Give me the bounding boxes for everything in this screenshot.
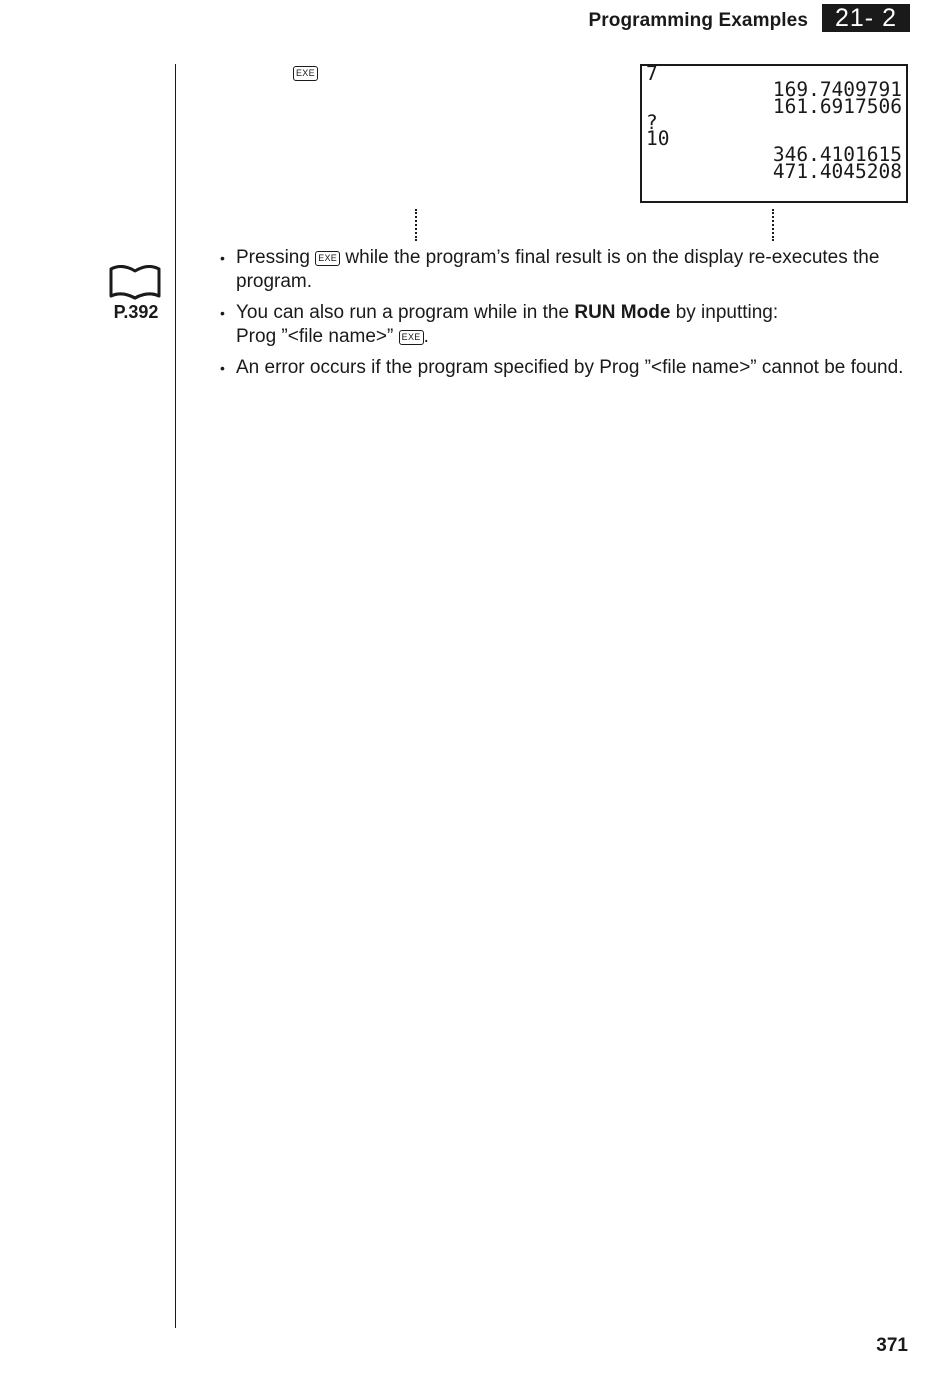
list-item	[220, 356, 910, 380]
display-line: ?	[646, 110, 658, 134]
section-badge: 21- 2	[822, 4, 910, 32]
header-title: Programming Examples	[588, 10, 808, 31]
exe-key-icon: EXE	[315, 251, 340, 266]
bullet-text-bold: RUN Mode	[574, 302, 671, 323]
book-icon	[108, 265, 162, 301]
continuation-dots	[415, 209, 419, 241]
bullet-text: .	[423, 326, 429, 347]
continuation-dots	[772, 209, 776, 241]
bullet-mark: •	[220, 250, 225, 266]
display-line: 471.4045208	[772, 159, 902, 183]
bullet-text: by inputting:	[675, 302, 779, 323]
exe-key-icon: EXE	[293, 66, 318, 81]
bullet-text: Pressing	[236, 247, 310, 268]
calculator-display	[640, 64, 908, 203]
exe-key-icon: EXE	[399, 330, 424, 345]
display-line: 161.6917506	[772, 94, 902, 118]
bullet-text: while the program’s final result is on the display re-executes the program.	[236, 247, 880, 292]
list-item	[220, 246, 910, 294]
display-line: 169.7409791	[772, 78, 902, 102]
page-number: 371	[876, 1335, 908, 1356]
bullet-text: You can also run a program while in the	[236, 302, 570, 323]
display-line: 7	[646, 62, 658, 85]
display-line: 10	[646, 127, 670, 151]
bullet-text: An error occurs if the program specified by Prog ”<file name>” cannot be found.	[236, 357, 904, 378]
reference-page: P.392	[113, 302, 159, 322]
display-line: 346.4101615	[772, 143, 902, 167]
bullet-mark: •	[220, 305, 225, 321]
margin-rule	[175, 64, 176, 1328]
bullet-text: Prog ”<file name>”	[236, 326, 394, 347]
bullet-mark: •	[220, 360, 225, 376]
list-item	[220, 301, 910, 349]
bullet-list	[220, 246, 910, 387]
